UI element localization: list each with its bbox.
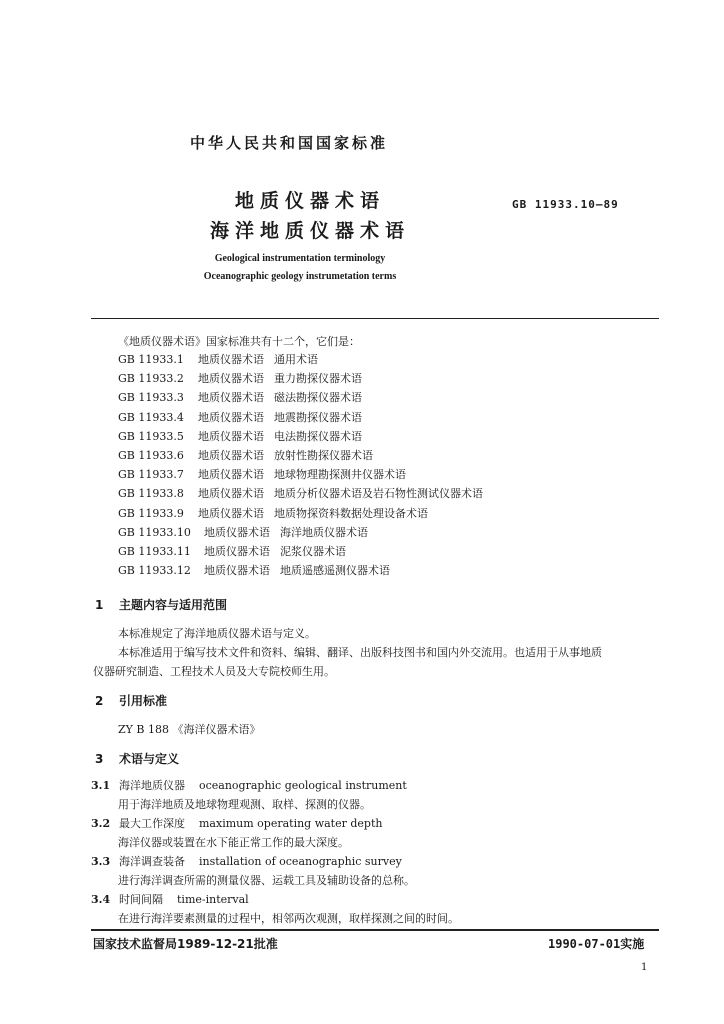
series-part-a: 地质仪器术语 [198,410,264,424]
series-part-a: 地质仪器术语 [198,353,264,366]
section-1-para-2a: 本标准适用于编写技术文件和资料、编辑、翻译、出版科技图书和国内外交流用。也适用于从事地质 [118,646,602,659]
series-part-b: 泥浆仪器术语 [280,545,346,559]
series-intro: 《地质仪器术语》国家标准共有十二个，它们是： [118,335,360,348]
series-part-b: 放射性勘探仪器术语 [274,449,373,463]
series-code: GB 11933.4 [118,410,184,424]
section-title: 引用标准 [119,694,168,708]
series-code: GB 11933.6 [118,449,184,463]
series-code: GB 11933.2 [118,372,184,386]
section-1-para-2b: 仪器研究制造、工程技术人员及大专院校师生用。 [93,665,335,678]
series-part-a: 地质仪器术语 [198,391,264,405]
series-code: GB 11933.10 [118,525,191,539]
series-item [118,542,483,561]
series-part-a: 地质仪器术语 [198,372,264,386]
approval-info: 国家技术监督局1989-12-21批准 [93,937,278,951]
series-code: GB 11933.11 [118,545,191,559]
reference-standard: ZY B 188 《海洋仪器术语》 [118,723,261,736]
series-code: GB 11933.7 [118,468,184,482]
header-divider [91,318,659,319]
series-code: GB 11933.12 [118,564,191,578]
series-part-a: 地质仪器术语 [198,506,264,520]
series-item [118,350,483,369]
series-code: GB 11933.8 [118,487,184,501]
term-cn: 时间间隔 [119,893,163,906]
title-en-sub: Oceanographic geology instrumetation terms [203,271,397,282]
series-item [118,369,483,388]
series-part-b: 地质分析仪器术语及岩石物性测试仪器术语 [274,487,483,501]
section-3-heading [95,750,179,767]
series-part-a: 地质仪器术语 [198,429,264,443]
series-item [118,446,483,465]
series-part-a: 地质仪器术语 [204,564,270,578]
footer-divider [91,929,659,931]
term-number: 3.3 [91,855,111,868]
series-part-a: 地质仪器术语 [198,487,264,501]
term-heading [91,853,402,869]
section-1-heading [95,596,227,613]
series-item [118,504,483,523]
term-definition: 用于海洋地质及地球物理观测、取样、探测的仪器。 [118,798,371,811]
series-part-a: 地质仪器术语 [204,545,270,559]
series-list [118,350,483,580]
term-number: 3.1 [91,779,111,792]
series-part-b: 海洋地质仪器术语 [280,525,368,539]
series-part-b: 通用术语 [274,353,318,366]
term-en: time-interval [177,893,249,906]
series-part-b: 重力勘探仪器术语 [274,372,362,386]
section-number: 1 [95,598,104,612]
term-cn: 海洋地质仪器 [119,779,185,792]
series-part-b: 地质物探资料数据处理设备术语 [274,506,428,520]
series-part-b: 地质遥感遥测仪器术语 [280,564,390,578]
series-item [118,427,483,446]
series-item [118,388,483,407]
series-part-a: 地质仪器术语 [204,525,270,539]
series-code: GB 11933.1 [118,353,184,366]
section-1-para-1: 本标准规定了海洋地质仪器术语与定义。 [118,627,316,640]
term-heading [91,777,407,793]
term-cn: 海洋调查装备 [119,855,185,868]
term-en: oceanographic geological instrument [199,779,407,792]
section-title: 主题内容与适用范围 [119,598,228,612]
term-definition: 在进行海洋要素测量的过程中，相邻两次观测，取样探测之间的时间。 [118,912,459,925]
term-definition: 进行海洋调查所需的测量仪器、运载工具及辅助设备的总称。 [118,874,415,887]
series-part-b: 电法勘探仪器术语 [274,429,362,443]
section-number: 3 [95,752,104,766]
series-item [118,408,483,427]
term-en: maximum operating water depth [199,817,383,830]
series-code: GB 11933.5 [118,429,184,443]
term-heading [91,891,249,907]
series-part-b: 磁法勘探仪器术语 [274,391,362,405]
series-part-b: 地震勘探仪器术语 [274,410,362,424]
title-en-main: Geological instrumentation terminology [214,253,386,264]
series-code: GB 11933.9 [118,506,184,520]
implementation-date: 1990-07-01实施 [548,937,645,951]
term-definition: 海洋仪器或装置在水下能正常工作的最大深度。 [118,836,349,849]
series-part-a: 地质仪器术语 [198,449,264,463]
series-code: GB 11933.3 [118,391,184,405]
page-number: 1 [641,962,648,973]
section-2-heading [95,692,167,709]
term-number: 3.2 [91,817,111,830]
series-item [118,465,483,484]
series-part-a: 地质仪器术语 [198,468,264,482]
series-item [118,484,483,503]
series-part-b: 地球物理勘探测井仪器术语 [274,468,406,482]
term-number: 3.4 [91,893,111,906]
org-title: 中华人民共和国国家标准 [190,134,389,152]
term-heading [91,815,382,831]
term-en: installation of oceanographic survey [199,855,402,868]
section-title: 术语与定义 [119,752,180,766]
standard-number: GB 11933.10—89 [512,198,619,211]
term-cn: 最大工作深度 [119,817,185,830]
series-item [118,561,483,580]
section-number: 2 [95,694,104,708]
title-cn-sub: 海洋地质仪器术语 [209,220,410,242]
title-cn-main: 地质仪器术语 [234,190,385,212]
series-item [118,523,483,542]
